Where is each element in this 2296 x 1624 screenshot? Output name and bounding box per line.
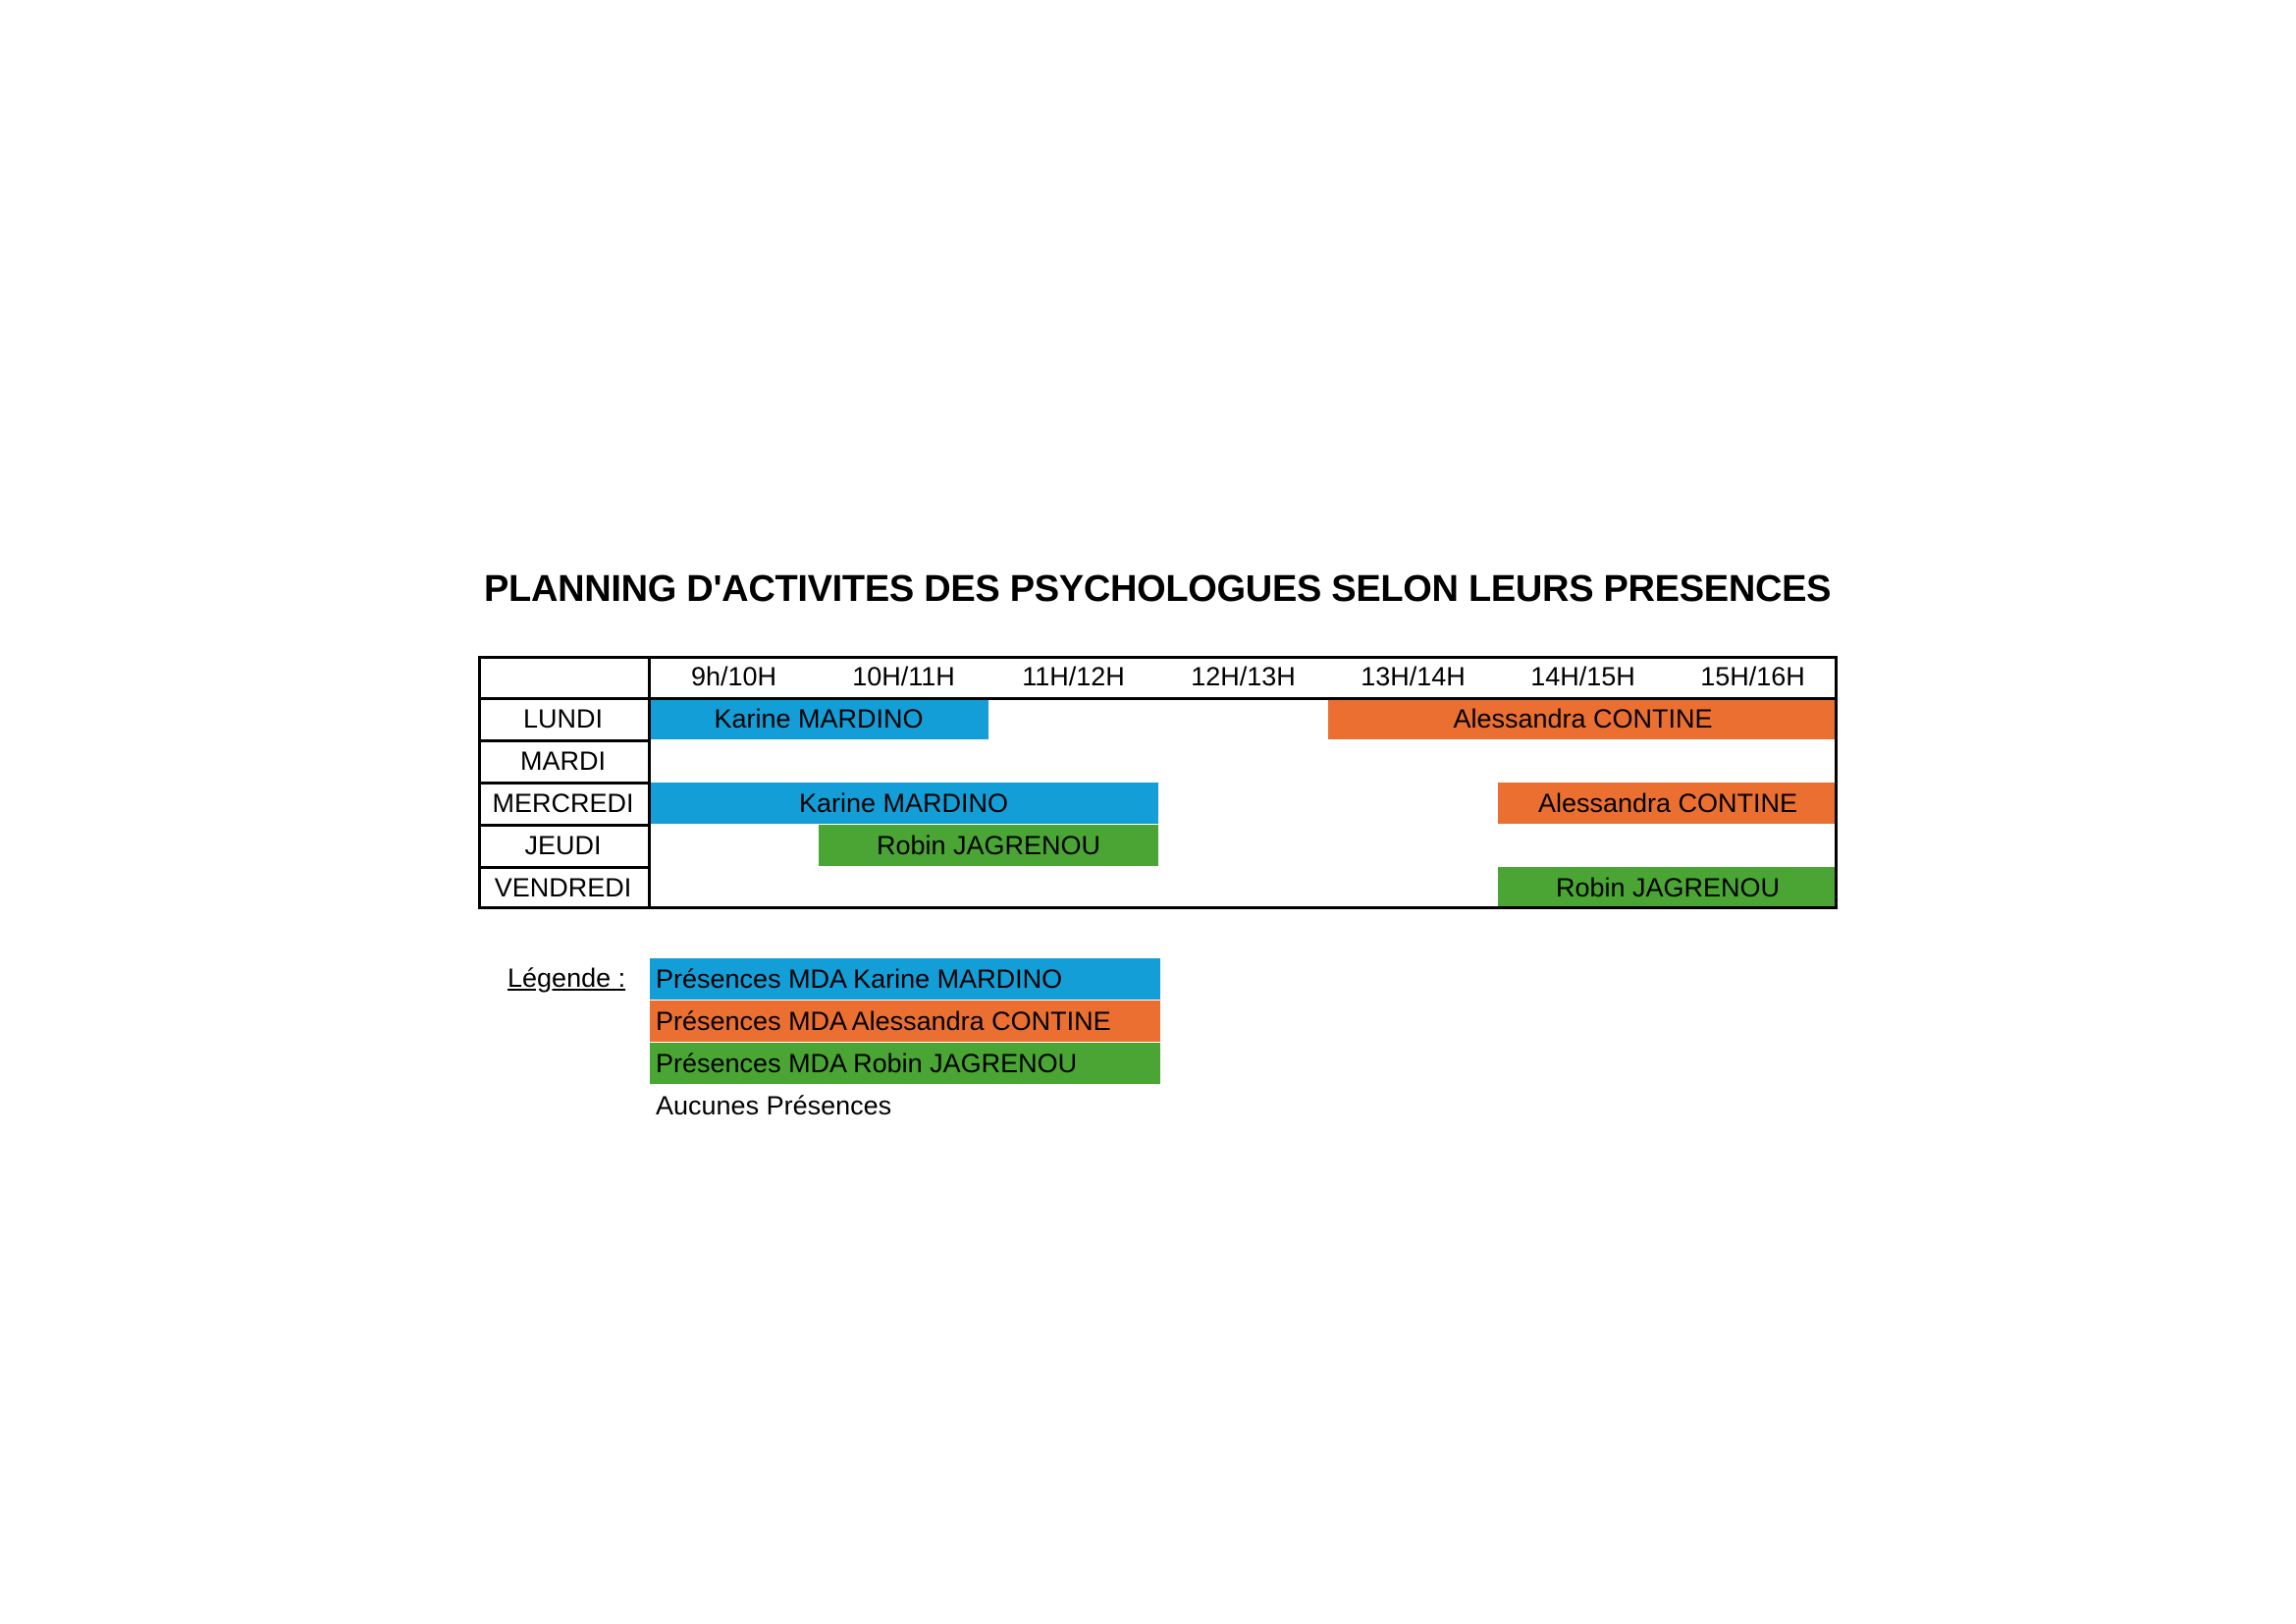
hour-header: 15H/16H	[1700, 662, 1805, 691]
hour-header: 13H/14H	[1361, 662, 1466, 691]
hour-header: 9h/10H	[690, 662, 777, 691]
day-row-divider	[478, 866, 649, 869]
legend-label: Légende :	[507, 963, 626, 993]
day-row-divider	[478, 739, 649, 742]
day-row-divider	[478, 824, 649, 827]
day-label-mardi: MARDI	[520, 746, 606, 776]
presence-bar: Robin JAGRENOU	[1498, 867, 1838, 908]
presence-bar: Robin JAGRENOU	[819, 825, 1158, 866]
schedule-table	[478, 656, 1837, 909]
legend-item-alessandra: Présences MDA Alessandra CONTINE	[650, 1001, 1160, 1042]
table-border-top	[478, 656, 1838, 659]
day-label-lundi: LUNDI	[522, 704, 603, 733]
page-title: PLANNING D'ACTIVITES DES PSYCHOLOGUES SELON LEURS PRESENCES	[484, 568, 1832, 610]
day-label-mercredi: MERCREDI	[492, 788, 634, 818]
day-label-vendredi: VENDREDI	[494, 873, 632, 902]
table-border-right	[1835, 656, 1838, 909]
presence-bar: Karine MARDINO	[649, 783, 1158, 824]
table-border-bottom	[478, 906, 1838, 909]
legend-item-karine: Présences MDA Karine MARDINO	[650, 958, 1160, 1000]
hour-header: 10H/11H	[852, 662, 955, 691]
legend-item-none: Aucunes Présences	[650, 1085, 1160, 1126]
day-label-jeudi: JEUDI	[524, 831, 602, 860]
presence-bar: Alessandra CONTINE	[1498, 783, 1838, 824]
header-divider	[478, 697, 1838, 700]
day-row-divider	[478, 782, 649, 785]
presence-bar: Alessandra CONTINE	[1328, 698, 1838, 739]
hour-header: 11H/12H	[1022, 662, 1125, 691]
legend-item-robin: Présences MDA Robin JAGRENOU	[650, 1043, 1160, 1084]
hour-header: 14H/15H	[1530, 662, 1635, 691]
hour-header: 12H/13H	[1191, 662, 1296, 691]
presence-bar: Karine MARDINO	[649, 698, 988, 739]
